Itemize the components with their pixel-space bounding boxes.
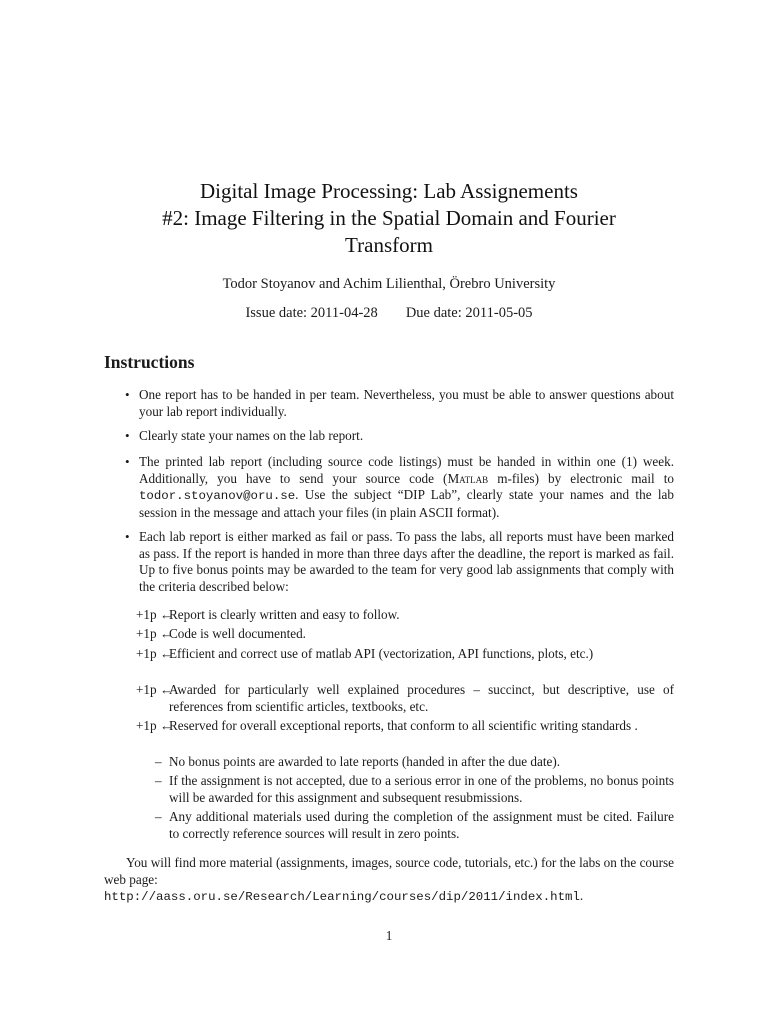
- closing-paragraph: [104, 855, 674, 906]
- bonus-item: [136, 646, 674, 663]
- bonus-text: Awarded for particularly well explained procedures – succinct, but descriptive, use of references from scientific articles, textbooks, etc.: [169, 682, 674, 714]
- list-item: [125, 387, 674, 420]
- bullet-text-part: . Use the subject “DIP Lab”, clearly state your names and the lab session in the message and attach your files (in plain ASCII format).: [139, 487, 674, 520]
- bonus-prefix: +1p ←: [136, 682, 174, 697]
- bullet-icon: •: [125, 387, 130, 402]
- due-date: Due date: 2011-05-05: [405, 305, 533, 321]
- dates-line: [104, 304, 674, 322]
- email-link[interactable]: todor.stoyanov@oru.se: [139, 489, 296, 503]
- note-item: [155, 809, 674, 842]
- bullet-icon: •: [125, 428, 130, 443]
- note-item: [155, 754, 674, 771]
- course-url-link[interactable]: http://aass.oru.se/Research/Learning/courses/dip/2011/index.html: [104, 890, 580, 904]
- bullet-icon: •: [125, 529, 130, 544]
- bonus-prefix: +1p ←: [136, 626, 174, 641]
- dash-marker: –: [155, 809, 162, 824]
- bonus-item: [136, 607, 674, 624]
- list-item: [125, 529, 674, 595]
- bullet-text: Clearly state your names on the lab report.: [139, 428, 364, 443]
- title-line-2: #2: Image Filtering in the Spatial Domain and Fourier: [162, 206, 616, 230]
- url-suffix: .: [579, 888, 584, 903]
- note-text: If the assignment is not accepted, due to a serious error in one of the problems, no bonus points will be awarded for this assignment and subsequent resubmissions.: [169, 773, 674, 805]
- bonus-prefix: +1p ←: [136, 718, 174, 733]
- title-line-3: Transform: [345, 233, 433, 257]
- matlab-name: Matlab: [447, 470, 489, 486]
- list-item: [125, 454, 674, 521]
- issue-date: Issue date: 2011-04-28: [245, 305, 378, 321]
- note-item: [155, 773, 674, 806]
- note-text: Any additional materials used during the completion of the assignment must be cited. Failure to correctly reference sources will result in zero points.: [169, 809, 674, 841]
- bonus-item: [136, 682, 674, 715]
- bonus-item: [136, 718, 674, 735]
- bullet-text: One report has to be handed in per team. Nevertheless, you must be able to answer questions about your lab report individually.: [139, 387, 674, 419]
- authors-line: Todor Stoyanov and Achim Lilienthal, Örebro University: [222, 276, 556, 292]
- section-heading-instructions: Instructions: [104, 352, 195, 372]
- bonus-text: Reserved for overall exceptional reports, that conform to all scientific writing standards .: [169, 718, 638, 733]
- dash-marker: –: [155, 773, 162, 788]
- bonus-text: Efficient and correct use of matlab API (vectorization, API functions, plots, etc.): [169, 646, 594, 661]
- bullet-text: Each lab report is either marked as fail or pass. To pass the labs, all reports must have been marked as pass. If the report is handed in more than three days after the deadline, the report is marked as fail. Up to five bonus points may be awarded to the team for very good lab assignments that comply with the criteria described below:: [139, 529, 674, 594]
- bonus-prefix: +1p ←: [136, 607, 174, 622]
- closing-text: You will find more material (assignments, images, source code, tutorials, etc.) for the labs on the course web page:: [104, 855, 674, 887]
- bonus-text: Report is clearly written and easy to follow.: [169, 607, 400, 622]
- bullet-text: [139, 454, 674, 520]
- page-number: 1: [385, 928, 393, 943]
- bullet-text-part: m-files) by electronic mail to: [488, 470, 674, 486]
- dash-marker: –: [155, 754, 162, 769]
- bonus-item: [136, 626, 674, 643]
- note-text: No bonus points are awarded to late reports (handed in after the due date).: [169, 754, 561, 769]
- title-line-1: Digital Image Processing: Lab Assignements: [200, 179, 578, 203]
- bonus-prefix: +1p ←: [136, 646, 174, 661]
- list-item: [125, 428, 674, 445]
- bonus-text: Code is well documented.: [169, 626, 306, 641]
- document-title: [104, 178, 674, 259]
- bullet-icon: •: [125, 454, 130, 469]
- bullet-text-part: The printed lab report (including source code listings) must be handed in within one (1) week. Additionally, you have to send your source code (: [139, 454, 674, 486]
